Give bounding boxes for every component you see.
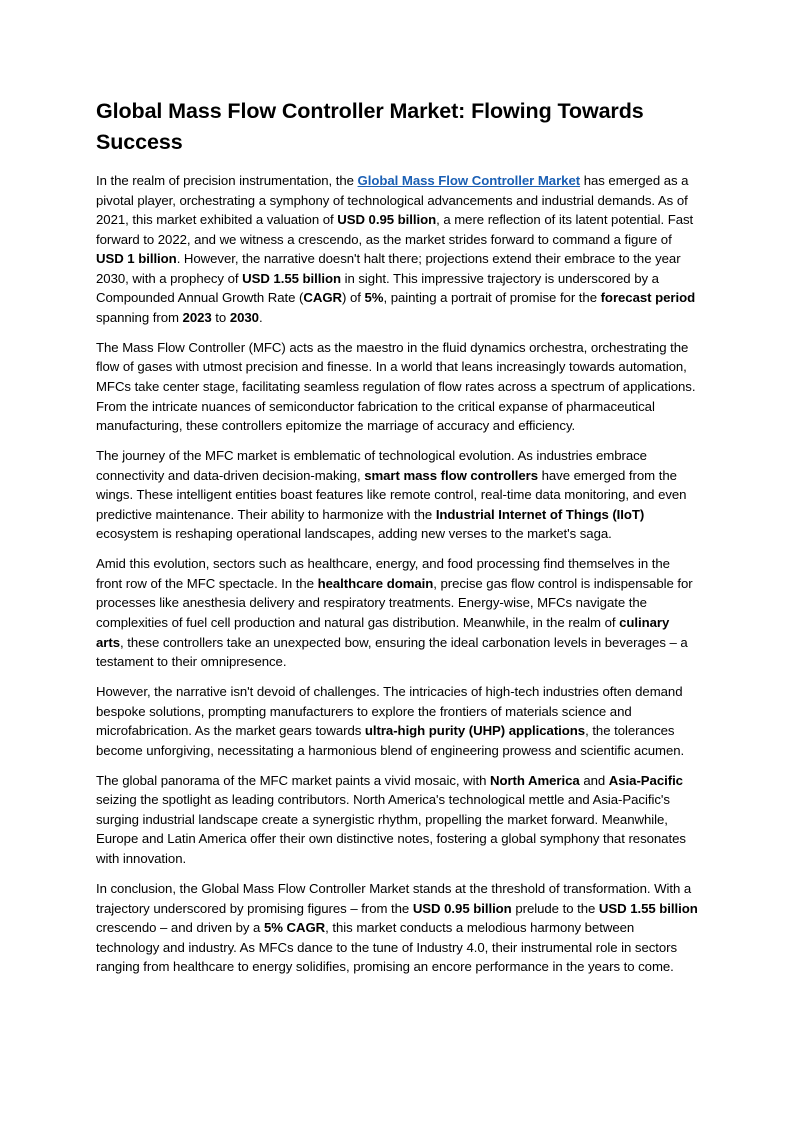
text: , the tolerances become unforgiving, necessitating a harmonious blend of engineering prowess and scientific acumen.	[96, 723, 685, 758]
paragraph-regions	[96, 771, 698, 869]
bold-text: forecast period	[600, 290, 696, 306]
text: seizing the spotlight as leading contributors. North America's technological mettle and Asia-Pacific's surging industrial landscape create a synergistic rhythm, propelling the market forward. Meanwhile, Europe and Latin America offer their own distinctive notes, fostering a global symphony that resonates with innovation.	[96, 792, 686, 866]
paragraph-smart-mfc	[96, 446, 698, 544]
text: ecosystem is reshaping operational landscapes, adding new verses to the market's saga.	[96, 526, 612, 542]
text: in sight. This impressive trajectory is underscored by a Compounded Annual Growth Rate (	[96, 270, 659, 306]
text: , this market conducts a melodious harmony between technology and industry. As MFCs dance to the tune of Industry 4.0, their instrumental role in sectors ranging from healthcare to energy solidifies, promising an encore performance in the years to come.	[96, 920, 678, 975]
bold-text: ultra-high purity (UHP) applications	[364, 723, 586, 739]
bold-text: USD 1.55 billion	[598, 900, 698, 916]
bold-text: USD 0.95 billion	[412, 900, 512, 916]
bold-text: USD 1.55 billion	[242, 270, 341, 286]
bold-text: North America	[489, 772, 580, 788]
text: However, the narrative isn't devoid of challenges. The intricacies of high-tech industries often demand bespoke solutions, prompting manufacturers to explore the frontiers of materials science and microfabrication. As the market gears towards	[96, 684, 683, 739]
text: The global panorama of the MFC market paints a vivid mosaic, with	[96, 772, 490, 788]
paragraph-sectors	[96, 554, 698, 671]
text: In conclusion, the Global Mass Flow Controller Market stands at the threshold of transformation. With a trajectory underscored by promising figures – from the	[96, 881, 692, 916]
text: The Mass Flow Controller (MFC) acts as the maestro in the fluid dynamics orchestra, orchestrating the flow of gases with utmost precision and finesse. In a world that leans increasingly towards automation, MFCs take center stage, facilitating seamless regulation of flow rates across a spectrum of applications. From the intricate nuances of semiconductor fabrication to the critical expanse of pharmaceutical manufacturing, these controllers epitomize the marriage of accuracy and efficiency.	[96, 339, 696, 434]
text: .	[258, 309, 263, 325]
bold-text: USD 0.95 billion	[337, 212, 437, 228]
paragraph-intro	[96, 171, 698, 327]
text: to	[211, 309, 230, 325]
bold-text: smart mass flow controllers	[364, 467, 538, 483]
bold-text: culinary arts	[96, 614, 670, 650]
bold-text: Asia-Pacific	[608, 772, 683, 788]
paragraph-challenges	[96, 682, 698, 760]
text: , a mere reflection of its latent potential. Fast forward to 2022, and we witness a crescendo, as the market strides forward to command a figure of	[96, 212, 694, 247]
bold-text: USD 1 billion	[96, 251, 177, 267]
market-link[interactable]: Global Mass Flow Controller Market	[357, 173, 581, 188]
text: has emerged as a pivotal player, orchestrating a symphony of technological advancements and industrial demands. As of 2021, this market exhibited a valuation of	[96, 173, 689, 228]
text: , these controllers take an unexpected bow, ensuring the ideal carbonation levels in beverages – a testament to their omnipresence.	[96, 634, 688, 670]
text: , painting a portrait of promise for the	[383, 290, 601, 306]
text: prelude to the	[511, 900, 599, 916]
text: In the realm of precision instrumentation, the	[96, 173, 358, 188]
text: crescendo – and driven by a	[96, 920, 264, 936]
text: have emerged from the wings. These intelligent entities boast features like remote control, real-time data monitoring, and even predictive maintenance. Their ability to harmonize with the	[96, 467, 687, 522]
paragraph-conclusion	[96, 879, 698, 977]
bold-text: 2030	[229, 309, 259, 325]
bold-text: 5% CAGR	[263, 920, 326, 936]
paragraph-mfc-role	[96, 338, 698, 436]
text: spanning from	[96, 309, 183, 325]
text: Amid this evolution, sectors such as healthcare, energy, and food processing find themselves in the front row of the MFC spectacle. In the	[96, 556, 670, 591]
text: ) of	[342, 290, 365, 306]
bold-text: Industrial Internet of Things (IIoT)	[435, 506, 645, 522]
bold-text: healthcare domain	[317, 575, 434, 591]
bold-text: CAGR	[303, 290, 343, 306]
article-title: Global Mass Flow Controller Market: Flowing Towards Success	[96, 99, 644, 154]
bold-text: 5%	[364, 290, 384, 306]
bold-text: 2023	[182, 309, 212, 325]
text: . However, the narrative doesn't halt there; projections extend their embrace to the year 2030, with a prophecy of	[96, 251, 681, 286]
text: The journey of the MFC market is emblematic of technological evolution. As industries embrace connectivity and data-driven decision-making,	[96, 448, 647, 483]
text: and	[579, 772, 609, 788]
text: , precise gas flow control is indispensable for processes like anesthesia delivery and respiratory treatments. Energy-wise, MFCs navigate the complexities of fuel cell production and natural gas distribution. Meanwhile, in the realm of	[96, 575, 693, 630]
